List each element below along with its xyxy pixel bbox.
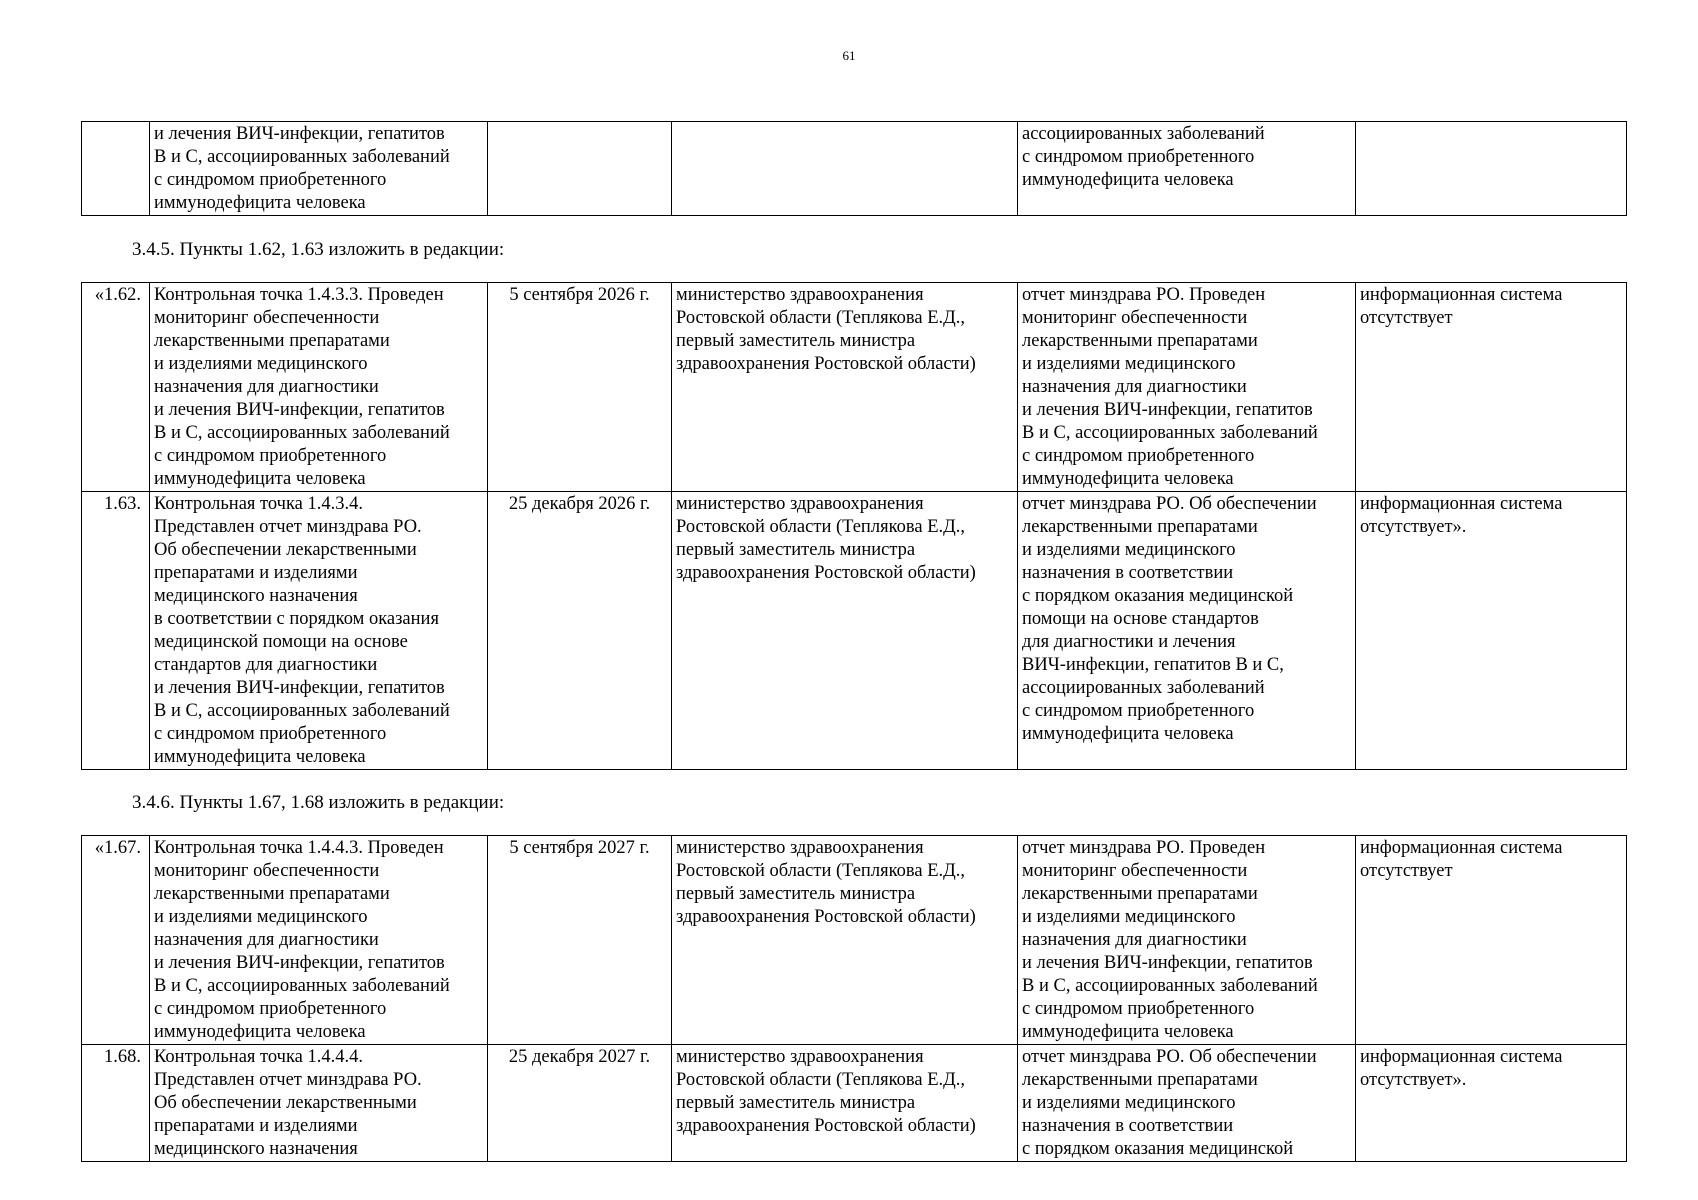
table-row: [82, 283, 1627, 492]
table-row: [82, 122, 1627, 216]
row-number-cell: 1.68.: [82, 1045, 150, 1162]
responsible-cell: [672, 122, 1018, 216]
section-heading-3-4-6: 3.4.6. Пункты 1.67, 1.68 изложить в редакции:: [132, 792, 505, 813]
info-system-cell: [1356, 122, 1627, 216]
responsible-cell: министерство здравоохранения Ростовской области (Теплякова Е.Д., первый заместитель министра здравоохранения Ростовской области): [672, 1045, 1018, 1162]
event-name-cell: и лечения ВИЧ-инфекции, гепатитов В и С, ассоциированных заболеваний с синдромом приобретенного иммунодефицита человека: [150, 122, 488, 216]
row-number-cell: «1.67.: [82, 836, 150, 1045]
deadline-cell: 5 сентября 2027 г.: [488, 836, 672, 1045]
result-cell: отчет минздрава РО. Проведен мониторинг обеспеченности лекарственными препаратами и изделиями медицинского назначения для диагностики и лечения ВИЧ-инфекции, гепатитов В и С, ассоциированных заболеваний с синдромом приобретенного иммунодефицита человека: [1018, 283, 1356, 492]
responsible-cell: министерство здравоохранения Ростовской области (Теплякова Е.Д., первый заместитель министра здравоохранения Ростовской области): [672, 492, 1018, 770]
event-name-cell: Контрольная точка 1.4.4.3. Проведен мониторинг обеспеченности лекарственными препаратами и изделиями медицинского назначения для диагностики и лечения ВИЧ-инфекции, гепатитов В и С, ассоциированных заболеваний с синдромом приобретенного иммунодефицита человека: [150, 836, 488, 1045]
row-number-cell: [82, 122, 150, 216]
table-row: [82, 492, 1627, 770]
result-cell: отчет минздрава РО. Об обеспечении лекарственными препаратами и изделиями медицинского назначения в соответствии с порядком оказания медицинской помощи на основе стандартов для диагностики и лечения ВИЧ-инфекции, гепатитов В и С, ассоциированных заболеваний с синдромом приобретенного иммунодефицита человека: [1018, 492, 1356, 770]
row-number-cell: 1.63.: [82, 492, 150, 770]
result-cell: ассоциированных заболеваний с синдромом приобретенного иммунодефицита человека: [1018, 122, 1356, 216]
table-row: [82, 836, 1627, 1045]
event-name-cell: Контрольная точка 1.4.3.3. Проведен мониторинг обеспеченности лекарственными препаратами и изделиями медицинского назначения для диагностики и лечения ВИЧ-инфекции, гепатитов В и С, ассоциированных заболеваний с синдромом приобретенного иммунодефицита человека: [150, 283, 488, 492]
info-system-cell: информационная система отсутствует».: [1356, 1045, 1627, 1162]
deadline-cell: [488, 122, 672, 216]
info-system-cell: информационная система отсутствует».: [1356, 492, 1627, 770]
event-name-cell: Контрольная точка 1.4.3.4. Представлен отчет минздрава РО. Об обеспечении лекарственными препаратами и изделиями медицинского назначения в соответствии с порядком оказания медицинской помощи на основе стандартов для диагностики и лечения ВИЧ-инфекции, гепатитов В и С, ассоциированных заболеваний с синдромом приобретенного иммунодефицита человека: [150, 492, 488, 770]
result-cell: отчет минздрава РО. Об обеспечении лекарственными препаратами и изделиями медицинского назначения в соответствии с порядком оказания медицинской: [1018, 1045, 1356, 1162]
table-row: [82, 1045, 1627, 1162]
deadline-cell: 25 декабря 2027 г.: [488, 1045, 672, 1162]
amendment-table-3-4-5: [81, 282, 1627, 770]
continuation-table: [81, 121, 1627, 216]
result-cell: отчет минздрава РО. Проведен мониторинг обеспеченности лекарственными препаратами и изделиями медицинского назначения для диагностики и лечения ВИЧ-инфекции, гепатитов В и С, ассоциированных заболеваний с синдромом приобретенного иммунодефицита человека: [1018, 836, 1356, 1045]
page-number: 61: [842, 48, 856, 63]
event-name-cell: Контрольная точка 1.4.4.4. Представлен отчет минздрава РО. Об обеспечении лекарственными препаратами и изделиями медицинского назначения: [150, 1045, 488, 1162]
responsible-cell: министерство здравоохранения Ростовской области (Теплякова Е.Д., первый заместитель министра здравоохранения Ростовской области): [672, 283, 1018, 492]
info-system-cell: информационная система отсутствует: [1356, 283, 1627, 492]
deadline-cell: 5 сентября 2026 г.: [488, 283, 672, 492]
deadline-cell: 25 декабря 2026 г.: [488, 492, 672, 770]
row-number-cell: «1.62.: [82, 283, 150, 492]
responsible-cell: министерство здравоохранения Ростовской области (Теплякова Е.Д., первый заместитель министра здравоохранения Ростовской области): [672, 836, 1018, 1045]
info-system-cell: информационная система отсутствует: [1356, 836, 1627, 1045]
section-heading-3-4-5: 3.4.5. Пункты 1.62, 1.63 изложить в редакции:: [132, 239, 505, 260]
amendment-table-3-4-6: [81, 835, 1627, 1162]
